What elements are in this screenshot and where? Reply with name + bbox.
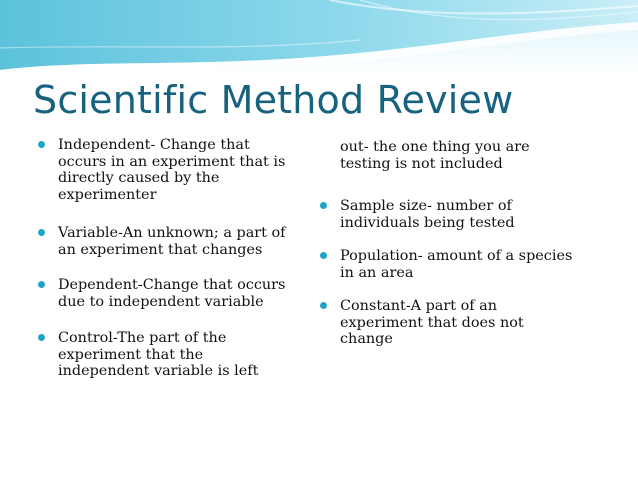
bullet-dot-icon bbox=[38, 281, 45, 288]
bullet-text: independent variable is left bbox=[58, 363, 259, 379]
bullet-dot-icon bbox=[320, 202, 327, 209]
bullet-dot-icon bbox=[38, 334, 45, 341]
bullet-text: experiment that does not bbox=[340, 314, 524, 331]
bullet-text: due to independent variable bbox=[58, 293, 264, 310]
bullet-text: out- the one thing you are bbox=[340, 139, 530, 155]
bullet-text: directly caused by the bbox=[58, 170, 220, 186]
bullet-text: change bbox=[340, 331, 393, 347]
bullet-dot-icon bbox=[320, 302, 327, 309]
bullet-dot-icon bbox=[320, 252, 327, 259]
slide-title: Scientific Method Review bbox=[33, 78, 514, 122]
bullet-text: an experiment that changes bbox=[58, 241, 263, 258]
bullet-text: Dependent-Change that occurs bbox=[58, 277, 286, 293]
bullet-text: experimenter bbox=[58, 186, 157, 203]
header-banner bbox=[0, 0, 638, 78]
bullet-text: in an area bbox=[340, 264, 414, 281]
bullet-text: Control-The part of the bbox=[58, 330, 227, 346]
bullet-sample-size bbox=[320, 198, 620, 231]
bullet-dependent bbox=[38, 277, 328, 310]
bullet-dot-icon bbox=[38, 229, 45, 236]
bullet-text: Variable-An unknown; a part of bbox=[58, 225, 286, 241]
bullet-text: Constant-A part of an bbox=[340, 298, 498, 314]
bullet-text: Independent- Change that bbox=[58, 137, 250, 153]
bullet-text: individuals being tested bbox=[340, 214, 515, 231]
bullet-variable bbox=[38, 225, 328, 258]
bullet-dot-icon bbox=[38, 141, 45, 148]
bullet-population bbox=[320, 248, 620, 281]
bullet-text: Sample size- number of bbox=[340, 198, 512, 214]
bullet-continuation bbox=[320, 139, 620, 172]
bullet-text: experiment that the bbox=[58, 346, 204, 363]
left-column bbox=[38, 137, 328, 398]
right-column bbox=[320, 139, 620, 366]
bullet-text: Population- amount of a species bbox=[340, 248, 573, 264]
bullet-control bbox=[38, 330, 328, 380]
bullet-text: occurs in an experiment that is bbox=[58, 153, 286, 170]
bullet-text: testing is not included bbox=[340, 155, 503, 172]
bullet-independent bbox=[38, 137, 328, 203]
bullet-constant bbox=[320, 298, 620, 348]
